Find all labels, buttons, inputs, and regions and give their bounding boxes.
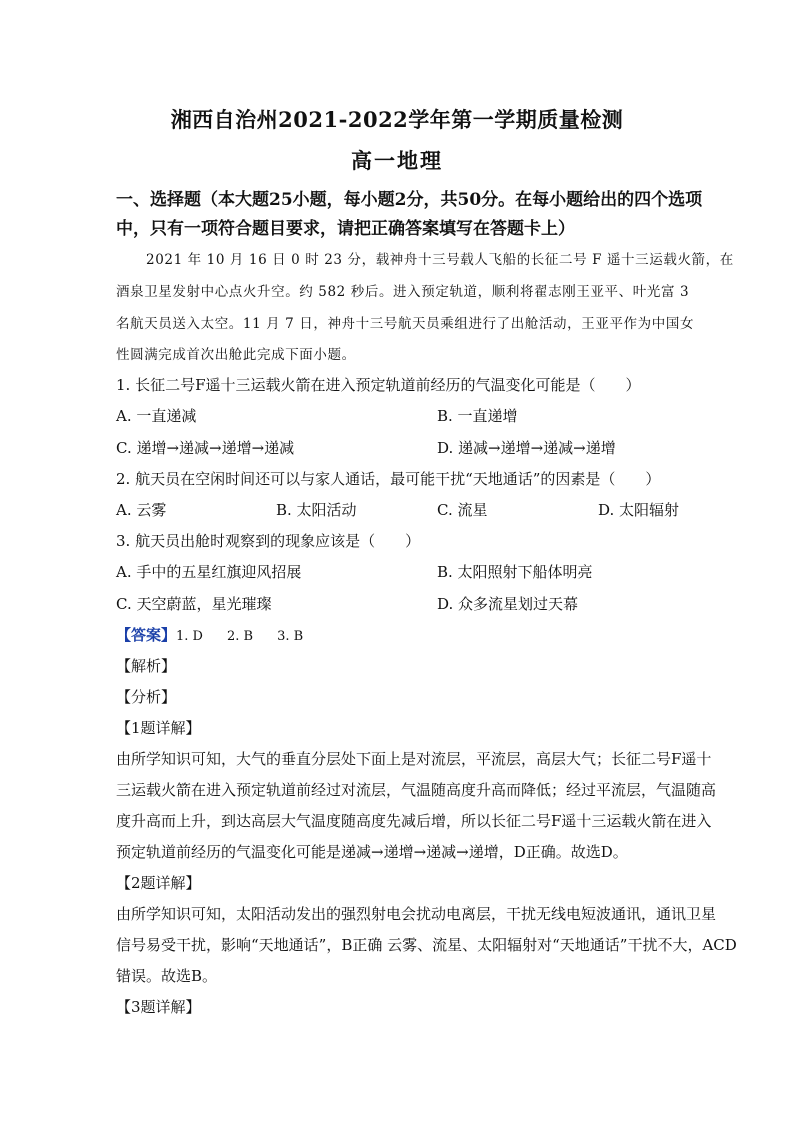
detail-1-line-4: 预定轨道前经历的气温变化可能是递减→递增→递减→递增，D正确。故选D。 — [116, 843, 628, 861]
question-2-stem: 2. 航天员在空闲时间还可以与家人通话，最可能干扰“天地通话”的因素是（ ） — [116, 470, 661, 488]
passage-line-2: 酒泉卫星发射中心点火升空。约 582 秒后。进入预定轨道，顺利将翟志刚王亚平、叶光富 3 — [116, 284, 690, 300]
detail-1-line-2: 三运载火箭在进入预定轨道前经过对流层，气温随高度升高而降低；经过平流层，气温随高 — [116, 781, 717, 799]
detail-2-line-1: 由所学知识可知，太阳活动发出的强烈射电会扰动电离层，干扰无线电短波通讯，通讯卫星 — [116, 905, 717, 923]
question-3-option-c: C. 天空蔚蓝，星光璀璨 — [116, 595, 272, 613]
document-title: 湘西自治州2021-2022学年第一学期质量检测 — [170, 107, 624, 132]
detail-2-heading: 【2题详解】 — [116, 874, 201, 892]
answer-value-2: 2. B — [226, 629, 254, 644]
passage-line-3: 名航天员送入太空。11 月 7 日，神舟十三号航天员乘组进行了出舱活动，王亚平作为中国女 — [116, 316, 695, 332]
passage-line-1: 2021 年 10 月 16 日 0 时 23 分，载神舟十三号载人飞船的长征二号 F 遥十三运载火箭，在 — [146, 252, 734, 268]
analysis-jiexi-heading: 【解析】 — [116, 657, 177, 675]
detail-2-line-3: 错误。故选B。 — [116, 967, 218, 985]
answer-label: 【答案】 — [116, 626, 177, 644]
detail-2-line-2: 信号易受干扰，影响“天地通话”，B正确 云雾、流星、太阳辐射对“天地通话”干扰不大，ACD — [116, 936, 737, 954]
question-1-option-d: D. 递减→递增→递减→递增 — [437, 439, 616, 457]
answer-value-1: 1. D — [176, 629, 203, 644]
section-heading-line-2: 中，只有一项符合题目要求，请把正确答案填写在答题卡上） — [116, 219, 575, 239]
analysis-fenxi-heading: 【分析】 — [116, 688, 177, 706]
question-3-stem: 3. 航天员出舱时观察到的现象应该是（ ） — [116, 532, 421, 550]
answer-row — [116, 624, 303, 645]
question-2-option-b: B. 太阳活动 — [276, 501, 357, 519]
detail-1-line-1: 由所学知识可知，大气的垂直分层处下面上是对流层，平流层，高层大气；长征二号F遥十 — [116, 750, 712, 768]
question-3-option-d: D. 众多流星划过天幕 — [437, 595, 579, 613]
detail-1-line-3: 度升高而上升，到达高层大气温度随高度先减后增，所以长征二号F遥十三运载火箭在进入 — [116, 812, 712, 830]
section-heading-line-1: 一、选择题（本大题25小题，每小题2分，共50分。在每小题给出的四个选项 — [116, 190, 703, 210]
question-3-option-b: B. 太阳照射下船体明亮 — [437, 563, 593, 581]
question-1-option-a: A. 一直递减 — [116, 407, 197, 425]
passage-line-4: 性圆满完成首次出舱此完成下面小题。 — [116, 347, 356, 363]
answer-value-3: 3. B — [277, 629, 304, 644]
question-2-option-d: D. 太阳辐射 — [598, 501, 680, 519]
question-1-option-b: B. 一直递增 — [437, 407, 518, 425]
detail-3-heading: 【3题详解】 — [116, 998, 201, 1016]
question-1-stem: 1. 长征二号F遥十三运载火箭在进入预定轨道前经历的气温变化可能是（ ） — [116, 376, 641, 394]
detail-1-heading: 【1题详解】 — [116, 719, 201, 737]
question-3-option-a: A. 手中的五星红旗迎风招展 — [116, 563, 302, 581]
question-2-option-a: A. 云雾 — [116, 501, 167, 519]
question-2-option-c: C. 流星 — [437, 501, 488, 519]
document-subtitle: 高一地理 — [351, 148, 443, 173]
question-1-option-c: C. 递增→递减→递增→递减 — [116, 439, 295, 457]
